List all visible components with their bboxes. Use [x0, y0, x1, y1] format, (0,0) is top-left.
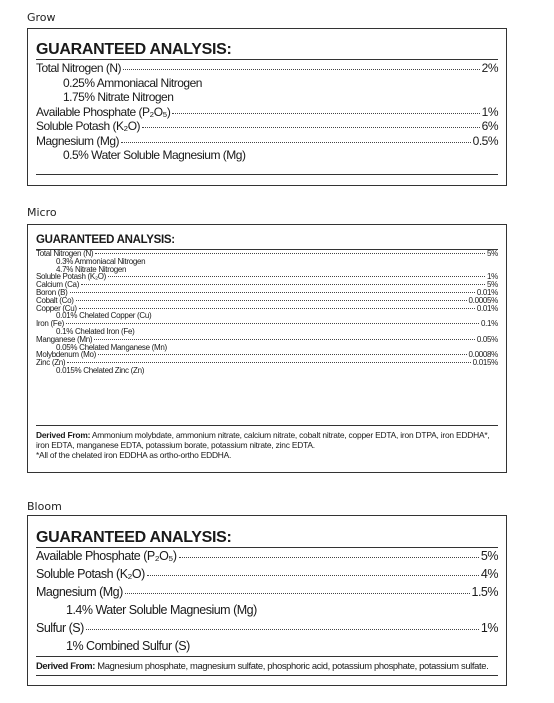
grow-lines	[36, 61, 498, 163]
grow-section-label: Grow	[27, 11, 56, 24]
nutrient-value: 0.0005%	[468, 295, 498, 305]
micro-title: GUARANTEED ANALYSIS:	[36, 234, 175, 246]
nutrient-row	[36, 351, 498, 359]
nutrient-label: Iron (Fe)	[36, 319, 64, 329]
nutrient-subline: 0.5% Water Soluble Magnesium (Mg)	[63, 148, 246, 162]
grow-title-divider	[36, 59, 498, 60]
nutrient-label: Zinc (Zn)	[36, 358, 66, 368]
micro-derived-divider	[36, 425, 498, 426]
grow-title: GUARANTEED ANALYSIS:	[36, 41, 232, 58]
bloom-bottom-divider	[36, 675, 498, 676]
micro-derived-text: Ammonium molybdate, ammonium nitrate, calcium nitrate, cobalt nitrate, copper EDTA, iron DTPA, iron EDDHA*, iron EDTA, manganese EDTA, potassium borate, potassium nitrate, zinc EDTA.	[36, 430, 490, 450]
nutrient-label: Soluble Potash (K₂O)	[36, 567, 145, 581]
nutrient-row	[36, 273, 498, 281]
grow-bottom-divider	[36, 174, 498, 175]
nutrient-subline: 1% Combined Sulfur (S)	[66, 639, 190, 653]
nutrient-value: 6%	[481, 119, 498, 133]
nutrient-value: 1%	[480, 621, 498, 635]
nutrient-label: Soluble Potash (K₂O)	[36, 119, 141, 133]
nutrient-label: Cobalt (Co)	[36, 295, 74, 305]
dot-leader	[70, 292, 475, 293]
micro-section-label: Micro	[27, 206, 57, 219]
nutrient-subline: 0.25% Ammoniacal Nitrogen	[63, 75, 202, 90]
micro-footnote: *All of the chelated iron EDDHA as ortho-ortho EDDHA.	[36, 450, 232, 460]
nutrient-subline: 0.015% Chelated Zinc (Zn)	[56, 365, 145, 375]
nutrient-row	[36, 61, 498, 76]
nutrient-label: Molybdenum (Mo)	[36, 350, 96, 360]
dot-leader	[95, 253, 485, 254]
nutrient-value: 0.01%	[476, 287, 498, 297]
nutrient-value: 0.01%	[476, 303, 498, 313]
nutrient-value: 0.0008%	[468, 350, 498, 360]
nutrient-label: Boron (B)	[36, 287, 68, 297]
dot-leader	[125, 593, 470, 594]
nutrient-row	[36, 619, 498, 637]
nutrient-value: 0.015%	[472, 358, 498, 368]
nutrient-value: 0.5%	[472, 133, 498, 148]
dot-leader	[94, 339, 475, 340]
dot-leader	[142, 127, 480, 128]
bloom-lines	[36, 547, 498, 655]
dot-leader	[179, 557, 479, 558]
nutrient-value: 1%	[481, 104, 498, 119]
nutrient-label: Soluble Potash (K₂O)	[36, 272, 107, 282]
dot-leader	[147, 575, 479, 576]
dot-leader	[108, 276, 485, 277]
nutrient-subline: 1.4% Water Soluble Magnesium (Mg)	[66, 603, 257, 617]
micro-lines	[36, 250, 498, 375]
dot-leader	[86, 629, 479, 630]
nutrient-subline: 0.01% Chelated Copper (Cu)	[56, 311, 152, 321]
nutrient-value: 1.5%	[471, 585, 498, 599]
nutrient-label: Available Phosphate (P₂O₅)	[36, 549, 177, 563]
bloom-title: GUARANTEED ANALYSIS:	[36, 529, 232, 546]
nutrient-row	[36, 565, 498, 583]
nutrient-row	[36, 105, 498, 120]
bloom-derived-text: Magnesium phosphate, magnesium sulfate, phosphoric acid, potassium phosphate, potassium sulfate.	[97, 660, 489, 671]
bloom-derived-block	[36, 660, 498, 671]
nutrient-row	[36, 547, 498, 565]
nutrient-subline: 0.1% Chelated Iron (Fe)	[56, 326, 135, 336]
nutrient-label: Total Nitrogen (N)	[36, 249, 94, 258]
micro-analysis-panel	[27, 224, 507, 473]
nutrient-row	[36, 297, 498, 305]
nutrient-subline: 1.75% Nitrate Nitrogen	[63, 90, 174, 104]
dot-leader	[76, 300, 467, 301]
grow-analysis-panel	[27, 28, 507, 186]
nutrient-value: 5%	[487, 280, 498, 290]
nutrient-label: Magnesium (Mg)	[36, 585, 123, 599]
nutrient-row	[36, 134, 498, 149]
nutrient-row	[36, 289, 498, 297]
nutrient-label: Copper (Cu)	[36, 303, 77, 313]
dot-leader	[172, 113, 479, 114]
nutrient-value: 1%	[487, 272, 498, 282]
nutrient-subline: 0.05% Chelated Manganese (Mn)	[56, 342, 167, 352]
nutrient-row	[36, 119, 498, 134]
nutrient-label: Total Nitrogen (N)	[36, 61, 122, 75]
dot-leader	[123, 69, 480, 70]
dot-leader	[66, 323, 479, 324]
nutrient-label: Calcium (Ca)	[36, 280, 80, 290]
bloom-derived-divider	[36, 656, 498, 657]
dot-leader	[81, 284, 485, 285]
bloom-analysis-panel	[27, 515, 507, 686]
dot-leader	[67, 362, 470, 363]
nutrient-row	[36, 583, 498, 601]
nutrient-value: 5%	[487, 249, 498, 258]
nutrient-label: Manganese (Mn)	[36, 334, 93, 344]
nutrient-value: 5%	[480, 549, 498, 563]
micro-derived-block	[36, 430, 498, 460]
dot-leader	[121, 142, 471, 143]
dot-leader	[98, 354, 467, 355]
nutrient-subline: 0.3% Ammoniacal Nitrogen	[56, 256, 146, 266]
dot-leader	[79, 308, 475, 309]
nutrient-subline: 4.7% Nitrate Nitrogen	[56, 264, 127, 274]
nutrient-label: Magnesium (Mg)	[36, 133, 120, 148]
nutrient-row	[36, 281, 498, 289]
nutrient-value: 0.05%	[476, 334, 498, 344]
bloom-section-label: Bloom	[27, 500, 62, 513]
nutrient-label: Available Phosphate (P₂O₅)	[36, 104, 171, 119]
micro-derived-label: Derived From:	[36, 430, 91, 440]
nutrient-value: 2%	[481, 61, 498, 75]
bloom-derived-label: Derived From:	[36, 660, 96, 671]
nutrient-value: 4%	[480, 567, 498, 581]
nutrient-label: Sulfur (S)	[36, 621, 84, 635]
nutrient-value: 0.1%	[480, 319, 498, 329]
